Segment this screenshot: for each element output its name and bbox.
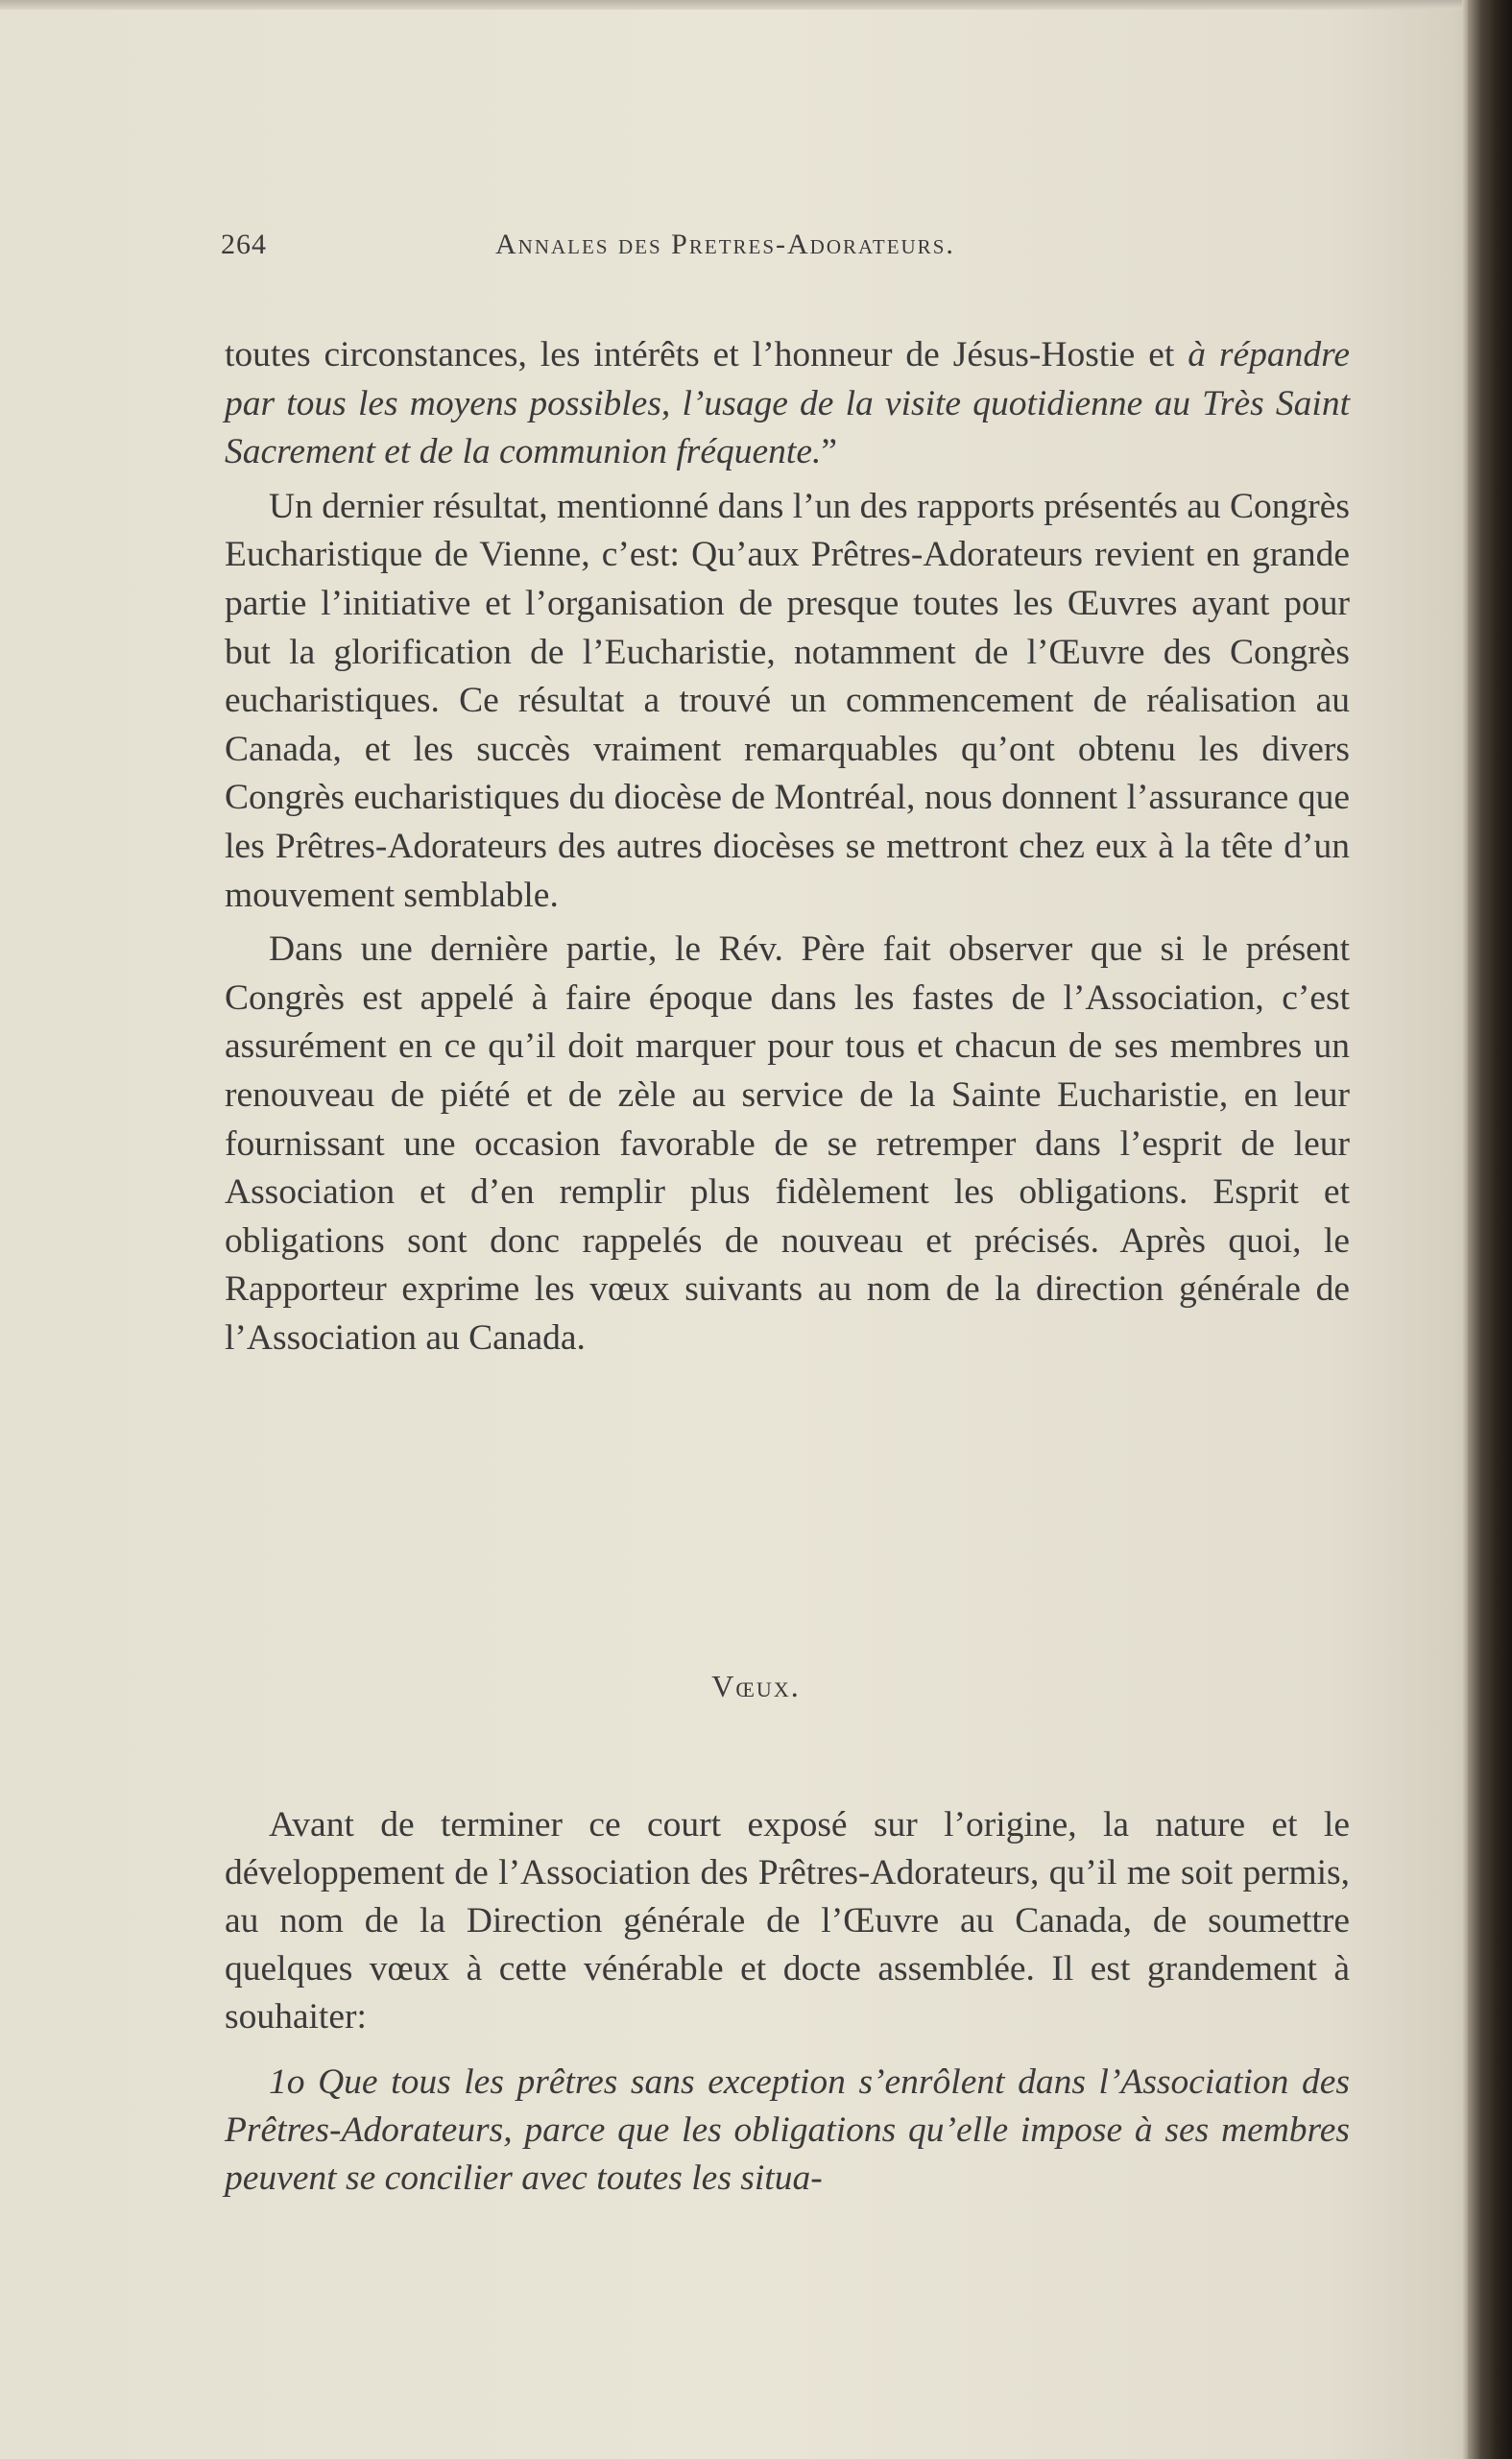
running-head bbox=[221, 229, 1354, 267]
vow-item-1: 1o Que tous les prêtres sans exception s’enrôlent dans l’Association des Prêtres-Adorateurs, parce que les obligations qu’elle impose à ses membres peuvent se concilier avec toutes les situa- bbox=[225, 2062, 1350, 2198]
vows-text bbox=[225, 1801, 1350, 2203]
page-number: 264 bbox=[221, 229, 267, 260]
section-heading: Vœux. bbox=[711, 1669, 801, 1703]
paragraph-1-tail: ” bbox=[821, 432, 838, 472]
vows-intro: Avant de terminer ce court exposé sur l’origine, la nature et le développement de l’Association des Prêtres-Adorateurs, qu’il me soit permis, au nom de la Direction générale de l’Œuvre au Canada, de soumettre quelques vœux à cette vénérable et docte assemblée. Il est grandement à souhaiter: bbox=[225, 1805, 1350, 2037]
main-text bbox=[225, 331, 1350, 1362]
running-title: Annales des Pretres-Adorateurs. bbox=[495, 229, 955, 260]
book-spine bbox=[1468, 0, 1512, 2459]
paragraph-1 bbox=[225, 331, 1350, 477]
paragraph-2: Un dernier résultat, mentionné dans l’un des rapports présentés au Congrès Eucharistique de Vienne, c’est: Qu’aux Prêtres-Adorateurs revient en grande partie l’initiative et l’organisation de presque toutes les Œuvres ayant pour but la glorification de l’Eucharistie, notamment de l’Œuvre des Congrès eucharistiques. Ce résultat a trouvé un commencement de réalisation au Canada, et les succès vraiment remarquables qu’ont obtenu les divers Congrès eucharistiques du diocèse de Montréal, nous donnent l’assurance que les Prêtres-Adorateurs des autres diocèses se mettront chez eux à la tête d’un mouvement semblable. bbox=[225, 486, 1350, 915]
paragraph-1-lead: toutes circonstances, les intérêts et l’honneur de Jésus-Hostie et bbox=[225, 335, 1188, 374]
paragraph-3: Dans une dernière partie, le Rév. Père fait observer que si le présent Congrès est appelé à faire époque dans les fastes de l’Association, c’est assurément en ce qu’il doit marquer pour tous et chacun de ses membres un renouveau de piété et de zèle au service de la Sainte Eucharistie, en leur fournissant une occasion favorable de se retremper dans l’esprit de leur Association et d’en remplir plus fidèlement les obligations. Esprit et obligations sont donc rappelés de nouveau et précisés. Après quoi, le Rapporteur exprime les vœux suivants au nom de la direction générale de l’Association au Canada. bbox=[225, 929, 1350, 1358]
paragraph-1-italic: à répandre par tous les moyens possibles, l’usage de la visite quotidienne au Très Saint Sacrement et de la communion fréquente. bbox=[225, 335, 1350, 472]
top-edge bbox=[0, 0, 1469, 10]
